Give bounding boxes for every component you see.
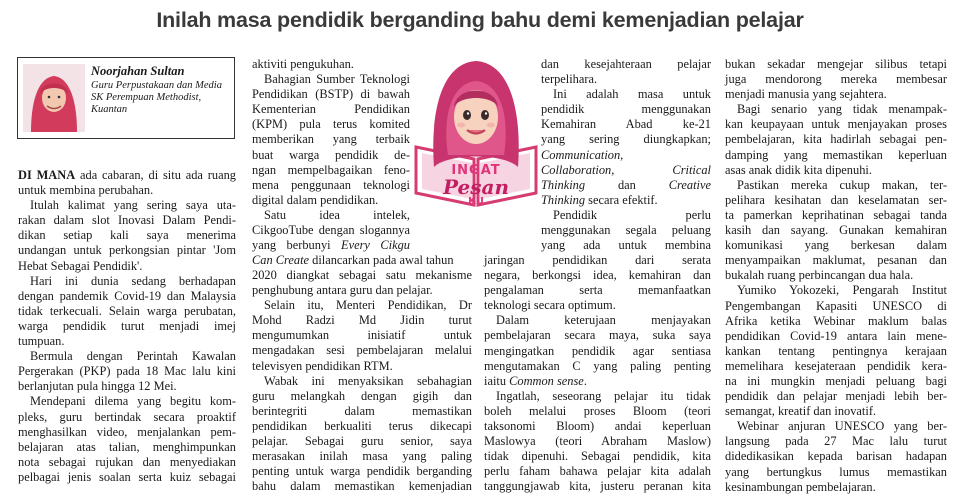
text-line: Collaboration, Critical — [541, 162, 711, 177]
text-line: Pergerakan (PKP) pada 18 Mac lalu kini — [18, 364, 236, 379]
text-line: tumpuan. — [18, 334, 65, 349]
text-line: pembelajaran secara maya, suka saya — [484, 328, 711, 343]
text-line: yang sering diungkapkan; — [541, 132, 711, 147]
text-line: Ingatlah, seseorang pelajar itu tidak — [496, 388, 711, 403]
text-line: mengutamakan C yang paling penting — [484, 358, 711, 373]
text-line: buat warga pendidik de- — [252, 147, 410, 162]
text-line: yang bertungkus lumus memastikan — [725, 464, 947, 479]
text-line: dan kesejahteraan pelajar — [541, 57, 711, 71]
text-line: tidak terkecuali. Selain warga perubatan, — [18, 303, 236, 318]
column-3-top — [541, 57, 711, 253]
text-line: pengalaman serta memanfaatkan — [484, 283, 711, 298]
text-line: bukalah ruang perbincangan dua hala. — [725, 268, 914, 283]
text-line: Pastikan mereka cukup makan, ter- — [737, 177, 947, 192]
text-line: memberikan yang terbaik — [252, 132, 410, 147]
text-line: untuk membina perubahan. — [18, 183, 154, 198]
text-line: mengadakan sesi pembelajaran melalui — [252, 343, 472, 358]
text-line: Bahagian Sumber Teknologi — [264, 72, 410, 87]
text-line: berintegriti dalam memastikan — [252, 403, 472, 418]
lead-in: DI MANA — [18, 168, 76, 182]
logo-word-ingat: INGAT — [451, 163, 501, 178]
text-line: perlu faham bahawa pelajar kita adalah — [484, 464, 711, 479]
text-line: dengan pandemik Covid-19 dan Malaysia — [18, 288, 236, 303]
text-line: undangan untuk perkongsian pintar 'Jom — [18, 243, 236, 258]
text-line: jaringan pendidikan dari serata — [484, 253, 711, 267]
text-line: Afrika ketika Webinar maklum balas — [725, 313, 947, 328]
text-line: belajaran atas talian, menghimpunkan — [18, 439, 236, 454]
text-line: Dalam keterujaan menjayakan — [496, 313, 711, 328]
text-line: menggunakan segala peluang — [541, 223, 711, 238]
text-line: nota sebagai rujukan dan menyediakan — [18, 454, 236, 469]
text-line: Hebat Sebagai Pendidik'. — [18, 258, 143, 273]
text-line: kesinambungan pembelajaran. — [725, 479, 876, 494]
logo-word-ku: KU — [468, 196, 484, 207]
text-line: dikan setiap kali saya menerima — [18, 228, 236, 243]
text-line: iaitu Common sense. — [484, 373, 587, 388]
author-role-line: SK Perempuan Methodist, — [91, 92, 202, 103]
text-line: televisyen pendidikan RTM. — [252, 358, 393, 373]
text-line: Ini adalah masa untuk — [553, 87, 711, 102]
text-line: DI MANA ada cabaran, di situ ada ruang — [18, 168, 236, 182]
text-line: pelajar. Sebagai guru senior, saya — [252, 434, 472, 449]
text-line: bukan sekadar mengejar silibus tetapi — [725, 57, 947, 71]
text-line: juga mendorong mereka membesar — [725, 72, 947, 87]
author-role — [91, 80, 233, 116]
text-line: pembelajaran, kita hadirlah sebagai pen- — [725, 132, 947, 147]
text-line: (KPM) pula terus komited — [252, 117, 410, 132]
text-line: langsung pada 27 Mac lalu turut — [725, 434, 947, 449]
author-role-line: Guru Perpustakaan dan Media — [91, 80, 222, 91]
text-line: Itulah kalimat yang sering saya uta- — [30, 198, 236, 213]
text-line: yang ada untuk membina — [541, 238, 711, 253]
text-line: terpelihara. — [541, 72, 598, 87]
column-4 — [725, 57, 947, 495]
text-line: komunikasi yang berkesan dalam — [725, 238, 947, 253]
text-line: penting untuk warga pendidik berganding — [252, 464, 472, 479]
text-line: 2020 diangkat sebagai satu mekanisme — [252, 268, 472, 282]
text-line: taksonomi Bloom) andai keperluan — [484, 419, 711, 434]
text-line: CikgooTube dengan slogannya — [252, 223, 410, 238]
text-line: Pengembangan Kapasiti UNESCO di — [725, 298, 947, 313]
text-line: digital dalam pendidikan. — [252, 192, 379, 207]
text-line: tidak dipenuhi. Sebagai pendidik, kita — [484, 449, 711, 464]
author-portrait-icon — [23, 64, 85, 132]
text-line: merasakan inilah masa yang paling — [252, 449, 472, 464]
text-line: damping yang memastikan keperluan — [725, 147, 947, 162]
logo-word-pesan: Pesan — [443, 175, 509, 199]
author-name: Noorjahan Sultan — [91, 64, 185, 78]
text-line: Wabak ini menyaksikan sebahagian — [264, 373, 472, 388]
text-line: pleks, guru bertindak secara proaktif — [18, 409, 236, 424]
author-role-line: Kuantan — [91, 104, 128, 115]
text-line: Pendidikan (BSTP) di bawah — [252, 87, 410, 102]
author-box — [17, 57, 235, 139]
text-line: na ini mungkin menjadi peluang bagi — [725, 373, 947, 388]
column-2-bottom — [252, 268, 472, 494]
text-line: menyampaikan maklumat, pesanan dan — [725, 253, 947, 268]
text-line: pendidik dan pelajar menjadi lebih ber- — [725, 389, 947, 404]
text-line: kasih dan sayang. Gunakan kemahiran — [725, 223, 947, 238]
text-line: mengumumkan inisiatif untuk — [252, 328, 472, 343]
text-line: memelihara kesejateraan pendidik kera- — [725, 358, 947, 373]
text-line: boleh melalui proses Bloom (teori — [484, 403, 711, 418]
text-line: yang berbunyi Every Cikgu — [252, 238, 410, 253]
text-line: Mendepani dilema yang begitu kom- — [30, 394, 236, 409]
text-line: didedikasikan kepada barisan hadapan — [725, 449, 947, 464]
text-line: mena penggunaan teknologi — [252, 177, 410, 192]
text-line: Satu idea intelek, — [264, 207, 410, 222]
text-line: Thinking dan Creative — [541, 177, 711, 192]
column-3-bottom — [484, 253, 711, 495]
ingat-pesanku-logo — [412, 55, 540, 210]
text-line: kankan tentang pentingnya kerajaan — [725, 343, 947, 358]
text-line: Bermula dengan Perintah Kawalan — [30, 349, 236, 364]
text-line: ngan mempelbagaikan feno- — [252, 162, 410, 177]
text-line: pendidikan berkualiti terus dikecapi — [252, 418, 472, 433]
text-line: menghasilkan video, menjalankan pem- — [18, 424, 236, 439]
text-line: asas anak didik kita dipenuhi. — [725, 162, 872, 177]
text-line: pendidikan Covid-19 antara lain mene- — [725, 328, 947, 343]
text-line: Pendidik perlu — [553, 207, 711, 222]
text-line: Communication, — [541, 147, 624, 162]
text-line: penghubung antara guru dan pelajar. — [252, 283, 433, 298]
text-line: pendidik menggunakan — [541, 102, 711, 117]
text-line: warga pendidik turut menjadi imej — [18, 318, 236, 333]
text-line: pelbagai jenis soalan serta kuiz sebagai — [18, 469, 236, 484]
text-line: rakan dalam slot Inovasi Dalam Pendi- — [18, 213, 236, 228]
text-line: guru melangkah dengan gigih dan — [252, 388, 472, 403]
text-line: menjadi manusia yang sejahtera. — [725, 87, 887, 102]
text-line: bahu dalam memastikan kemenjadian — [252, 479, 472, 494]
text-line: Mohd Radzi Md Jidin turut — [252, 313, 472, 328]
headline: Inilah masa pendidik berganding bahu demi kemenjadian pelajar — [156, 8, 804, 32]
column-2-top — [252, 57, 454, 268]
text-line: Thinking secara efektif. — [541, 192, 658, 207]
text-line: Bagi senario yang tidak menampak- — [737, 102, 947, 117]
text-line: berlanjutan pula hingga 12 Mei. — [18, 379, 177, 394]
text-line: Webinar anjuran UNESCO yang ber- — [737, 419, 947, 434]
text-line: pelihara kesihatan dan keselamatan ser- — [725, 192, 947, 207]
text-line: Yumiko Yokozeki, Pengarah Institut — [737, 283, 947, 298]
text-line: Selain itu, Menteri Pendidikan, Dr — [264, 298, 472, 313]
text-line: Kemahiran Abad ke-21 — [541, 117, 711, 132]
column-1 — [18, 168, 236, 485]
text-line: kan keupayaan untuk menjayakan proses — [725, 117, 947, 132]
text-line: tanggungjawab kita, justeru peranan kita — [484, 479, 711, 494]
text-line: teknologi secara optimum. — [484, 298, 616, 313]
author-photo — [23, 64, 85, 132]
text-line: mengingatkan pendidik agar sentiasa — [484, 343, 711, 358]
text-line: aktiviti pengukuhan. — [252, 57, 354, 71]
text-line: negara, berkongsi idea, kemahiran dan — [484, 268, 711, 283]
text-line: Maslowya (teori Abraham Maslow) — [484, 434, 711, 449]
text-line: Can Create dilancarkan pada awal tahun — [252, 253, 454, 268]
text-line: semangat, kreatif dan inovatif. — [725, 404, 877, 419]
text-line: ta pamerkan keprihatinan sebagai tanda — [725, 207, 947, 222]
text-line: Kementerian Pendidikan — [252, 102, 410, 117]
text-line: Hari ini dunia sedang berhadapan — [30, 273, 236, 288]
